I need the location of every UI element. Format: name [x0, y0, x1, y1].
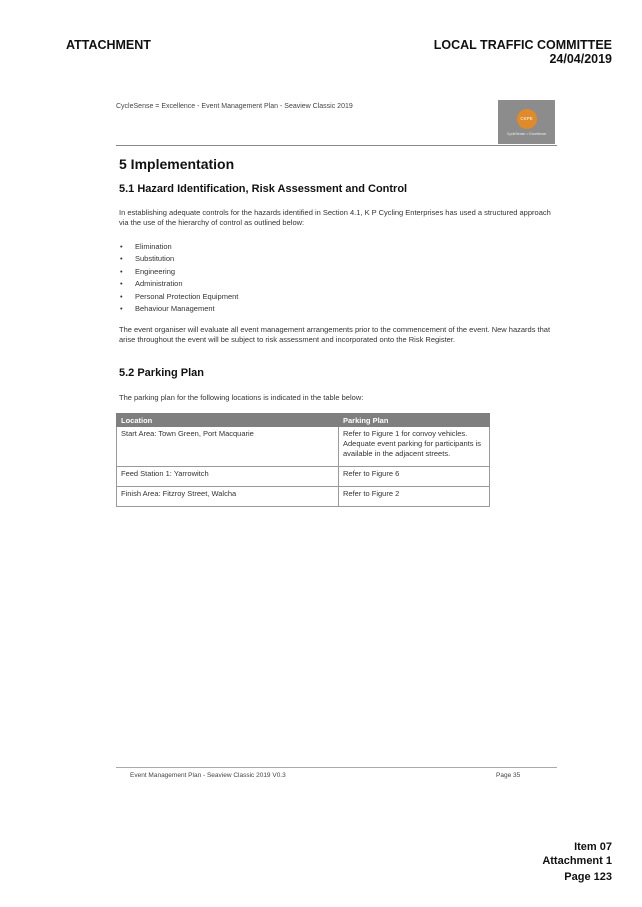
table-cell: Finish Area: Fitzroy Street, Walcha	[117, 487, 339, 507]
column-header-parking-plan: Parking Plan	[339, 414, 490, 427]
table-cell: Refer to Figure 2	[339, 487, 490, 507]
attachment-label: ATTACHMENT	[66, 38, 151, 52]
document-page-number: Page 35	[496, 772, 521, 779]
committee-name: LOCAL TRAFFIC COMMITTEE	[433, 38, 612, 52]
table-cell: Feed Station 1: Yarrowitch	[117, 467, 339, 487]
subsection-heading-hazard: 5.1 Hazard Identification, Risk Assessment and Control	[119, 183, 408, 195]
company-logo	[498, 100, 555, 144]
footer-divider	[116, 767, 557, 768]
document-running-header: CycleSense = Excellence - Event Management Plan - Seaview Classic 2019	[116, 103, 353, 110]
table-cell: Refer to Figure 6	[339, 467, 490, 487]
table-row	[117, 487, 490, 507]
header-divider	[116, 145, 557, 146]
attachment-reference	[542, 840, 612, 868]
attachment-number: Attachment 1	[542, 855, 612, 867]
table-cell: Refer to Figure 1 for convoy vehicles. Adequate event parking for participants is available in the adjacent streets.	[339, 427, 490, 467]
committee-date: 24/04/2019	[549, 52, 612, 66]
parking-intro-paragraph: The parking plan for the following locations is indicated in the table below:	[119, 393, 364, 402]
hazard-intro-paragraph: In establishing adequate controls for the hazards identified in Section 4.1, K P Cycling Enterprises has used a structured approach via the use of the hierarchy of control as outlined below:	[119, 208, 551, 227]
committee-header	[434, 38, 612, 66]
hierarchy-of-control-list	[119, 241, 238, 315]
parking-plan-table	[116, 413, 490, 507]
table-header-row	[117, 414, 490, 427]
section-heading: 5 Implementation	[119, 156, 235, 172]
table-row	[117, 467, 490, 487]
table-row	[117, 427, 490, 467]
logo-tagline: CycleSense = Excellence	[506, 131, 547, 136]
logo-emblem-icon: CKPE	[517, 109, 537, 129]
list-item: • Elimination	[119, 241, 238, 253]
subsection-heading-parking: 5.2 Parking Plan	[119, 367, 204, 379]
table-cell: Start Area: Town Green, Port Macquarie	[117, 427, 339, 467]
item-number: Item 07	[574, 841, 612, 853]
column-header-location: Location	[117, 414, 339, 427]
risk-closing-paragraph: The event organiser will evaluate all event management arrangements prior to the commencement of the event. New hazards that arise throughout the event will be subject to risk assessment and incorporated onto the Risk Register.	[119, 325, 551, 344]
list-item: • Substitution	[119, 253, 238, 265]
list-item: • Personal Protection Equipment	[119, 291, 238, 303]
document-footer-title: Event Management Plan - Seaview Classic 2019 V0.3	[130, 772, 286, 779]
list-item: • Behaviour Management	[119, 303, 238, 315]
list-item: • Administration	[119, 278, 238, 290]
agenda-page-number: Page 123	[564, 871, 612, 883]
list-item: • Engineering	[119, 266, 238, 278]
